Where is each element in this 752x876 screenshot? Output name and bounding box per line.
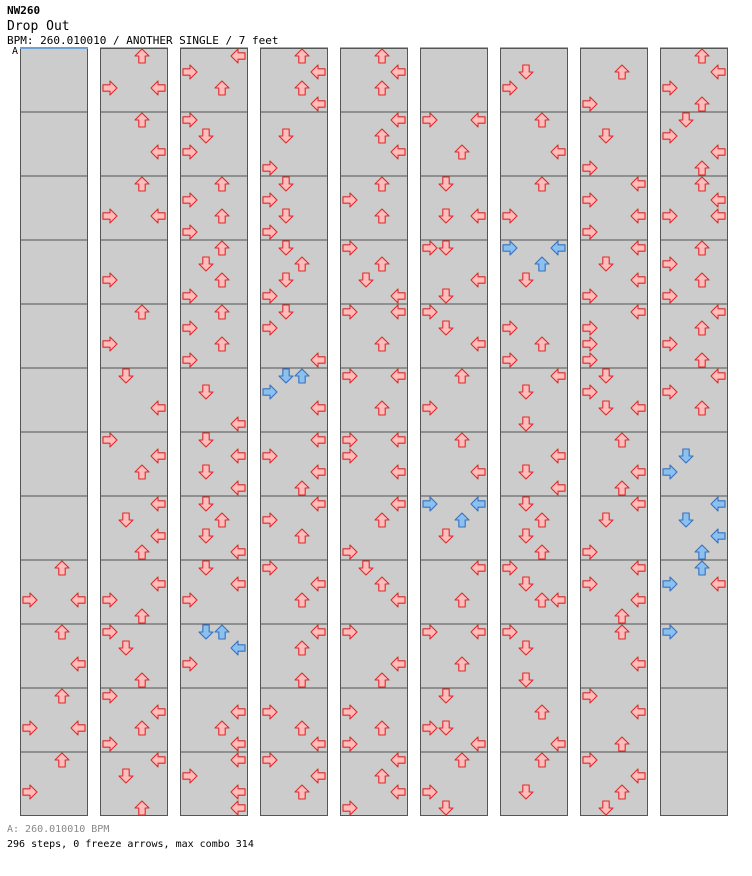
beat-stripe — [420, 64, 488, 80]
beat-stripe — [580, 416, 648, 432]
beat-stripe — [580, 112, 648, 128]
beat-stripe — [500, 720, 568, 736]
beat-stripe — [100, 240, 168, 256]
step-statistics: 296 steps, 0 freeze arrows, max combo 314 — [7, 839, 254, 850]
beat-stripe — [180, 368, 248, 384]
beat-stripe — [20, 96, 88, 112]
beat-stripe — [420, 128, 488, 144]
beat-stripe — [660, 400, 728, 416]
beat-stripe — [340, 480, 408, 496]
beat-stripe — [180, 432, 248, 448]
beat-stripe — [20, 576, 88, 592]
beat-stripe — [180, 464, 248, 480]
beat-stripe — [20, 368, 88, 384]
beat-stripe — [20, 160, 88, 176]
beat-stripe — [20, 528, 88, 544]
beat-stripe — [660, 512, 728, 528]
beat-stripe — [420, 160, 488, 176]
beat-stripe — [580, 624, 648, 640]
beat-stripe — [420, 368, 488, 384]
beat-stripe — [100, 48, 168, 64]
beat-stripe — [20, 640, 88, 656]
beat-stripe — [500, 800, 568, 816]
beat-stripe — [340, 560, 408, 576]
chart-column — [660, 48, 728, 816]
beat-stripe — [20, 400, 88, 416]
beat-stripe — [340, 384, 408, 400]
beat-stripe — [580, 720, 648, 736]
beat-stripe — [100, 720, 168, 736]
beat-stripe — [660, 784, 728, 800]
beat-stripe — [660, 240, 728, 256]
beat-stripe — [580, 528, 648, 544]
beat-stripe — [500, 224, 568, 240]
beat-stripe — [580, 64, 648, 80]
beat-stripe — [100, 656, 168, 672]
beat-stripe — [420, 592, 488, 608]
beat-stripe — [260, 144, 328, 160]
beat-stripe — [20, 272, 88, 288]
beat-stripe — [100, 176, 168, 192]
beat-stripe — [660, 176, 728, 192]
beat-stripe — [500, 768, 568, 784]
beat-stripe — [100, 304, 168, 320]
beat-stripe — [420, 528, 488, 544]
beat-stripe — [500, 304, 568, 320]
beat-stripe — [340, 352, 408, 368]
beat-stripe — [500, 272, 568, 288]
beat-stripe — [340, 256, 408, 272]
beat-stripe — [180, 272, 248, 288]
beat-stripe — [660, 224, 728, 240]
beat-stripe — [100, 368, 168, 384]
beat-stripe — [660, 608, 728, 624]
beat-stripe — [100, 160, 168, 176]
beat-stripe — [660, 48, 728, 64]
beat-stripe — [500, 192, 568, 208]
beat-stripe — [580, 784, 648, 800]
beat-stripe — [180, 128, 248, 144]
beat-stripe — [340, 80, 408, 96]
beat-stripe — [340, 640, 408, 656]
beat-stripe — [580, 512, 648, 528]
beat-stripe — [580, 448, 648, 464]
beat-stripe — [20, 688, 88, 704]
beat-stripe — [420, 256, 488, 272]
beat-stripe — [20, 128, 88, 144]
beat-stripe — [20, 80, 88, 96]
beat-stripe — [20, 256, 88, 272]
beat-stripe — [500, 336, 568, 352]
beat-stripe — [20, 624, 88, 640]
beat-stripe — [20, 336, 88, 352]
beat-stripe — [260, 480, 328, 496]
beat-stripe — [100, 784, 168, 800]
beat-stripe — [260, 640, 328, 656]
beat-stripe — [500, 672, 568, 688]
beat-stripe — [340, 576, 408, 592]
beat-stripe — [20, 672, 88, 688]
beat-stripe — [340, 400, 408, 416]
beat-stripe — [180, 672, 248, 688]
beat-stripe — [660, 736, 728, 752]
beat-stripe — [20, 432, 88, 448]
chart-column — [500, 48, 568, 816]
beat-stripe — [180, 624, 248, 640]
beat-stripe — [340, 672, 408, 688]
beat-stripe — [660, 96, 728, 112]
beat-stripe — [420, 320, 488, 336]
beat-stripe — [20, 464, 88, 480]
beat-stripe — [500, 416, 568, 432]
beat-stripe — [500, 432, 568, 448]
beat-stripe — [500, 512, 568, 528]
beat-stripe — [660, 656, 728, 672]
beat-stripe — [420, 608, 488, 624]
beat-stripe — [100, 384, 168, 400]
beat-stripe — [100, 352, 168, 368]
beat-stripe — [660, 720, 728, 736]
beat-stripe — [660, 800, 728, 816]
beat-stripe — [20, 496, 88, 512]
beat-stripe — [100, 112, 168, 128]
beat-stripe — [20, 176, 88, 192]
beat-stripe — [260, 128, 328, 144]
beat-stripe — [420, 688, 488, 704]
beat-stripe — [660, 704, 728, 720]
beat-stripe — [20, 352, 88, 368]
beat-stripe — [260, 720, 328, 736]
beat-stripe — [180, 688, 248, 704]
beat-stripe — [660, 320, 728, 336]
beat-stripe — [260, 800, 328, 816]
beat-stripe — [20, 704, 88, 720]
beat-stripe — [100, 560, 168, 576]
beat-stripe — [260, 304, 328, 320]
beat-stripe — [500, 400, 568, 416]
beat-stripe — [20, 48, 88, 64]
beat-stripe — [420, 704, 488, 720]
beat-stripe — [420, 800, 488, 816]
beat-stripe — [660, 768, 728, 784]
beat-stripe — [340, 224, 408, 240]
beat-stripe — [500, 640, 568, 656]
beat-stripe — [20, 608, 88, 624]
beat-stripe — [180, 80, 248, 96]
beat-stripe — [20, 320, 88, 336]
beat-stripe — [580, 48, 648, 64]
chart-column — [180, 48, 248, 816]
beat-stripe — [260, 240, 328, 256]
beat-stripe — [500, 688, 568, 704]
beat-stripe — [100, 416, 168, 432]
beat-stripe — [500, 576, 568, 592]
beat-stripe — [660, 480, 728, 496]
beat-stripe — [100, 512, 168, 528]
beat-stripe — [100, 64, 168, 80]
beat-stripe — [500, 752, 568, 768]
beat-stripe — [340, 320, 408, 336]
beat-stripe — [180, 608, 248, 624]
beat-stripe — [660, 352, 728, 368]
beat-stripe — [20, 752, 88, 768]
beat-stripe — [660, 640, 728, 656]
beat-stripe — [340, 96, 408, 112]
beat-stripe — [340, 528, 408, 544]
beat-stripe — [420, 416, 488, 432]
beat-stripe — [100, 464, 168, 480]
beat-stripe — [420, 192, 488, 208]
beat-stripe — [420, 48, 488, 64]
beat-stripe — [260, 48, 328, 64]
beat-stripe — [580, 256, 648, 272]
beat-stripe — [20, 288, 88, 304]
beat-stripe — [100, 640, 168, 656]
beat-stripe — [420, 144, 488, 160]
beat-stripe — [260, 272, 328, 288]
beat-stripe — [180, 96, 248, 112]
beat-stripe — [500, 528, 568, 544]
beat-stripe — [580, 736, 648, 752]
beat-stripe — [260, 784, 328, 800]
beat-stripe — [180, 384, 248, 400]
beat-stripe — [100, 288, 168, 304]
beat-stripe — [100, 768, 168, 784]
beat-stripe — [500, 544, 568, 560]
beat-stripe — [340, 160, 408, 176]
beat-stripe — [260, 688, 328, 704]
beat-stripe — [20, 240, 88, 256]
beat-stripe — [660, 560, 728, 576]
beat-stripe — [420, 176, 488, 192]
beat-stripe — [420, 288, 488, 304]
beat-stripe — [580, 640, 648, 656]
beat-stripe — [180, 512, 248, 528]
beat-stripe — [180, 400, 248, 416]
beat-stripe — [20, 224, 88, 240]
beat-stripe — [500, 176, 568, 192]
beat-stripe — [420, 96, 488, 112]
beat-stripe — [500, 48, 568, 64]
chart-column — [340, 48, 408, 816]
beat-stripe — [180, 304, 248, 320]
beat-stripe — [20, 736, 88, 752]
beat-stripe — [260, 544, 328, 560]
beat-stripe — [580, 144, 648, 160]
beat-stripe — [500, 160, 568, 176]
beat-stripe — [100, 480, 168, 496]
beat-stripe — [100, 256, 168, 272]
beat-stripe — [340, 128, 408, 144]
beat-stripe — [660, 272, 728, 288]
beat-stripe — [420, 352, 488, 368]
beat-stripe — [260, 608, 328, 624]
beat-stripe — [260, 368, 328, 384]
beat-stripe — [20, 416, 88, 432]
beat-stripe — [420, 384, 488, 400]
beat-stripe — [420, 512, 488, 528]
beat-stripe — [20, 560, 88, 576]
beat-stripe — [500, 608, 568, 624]
beat-stripe — [260, 80, 328, 96]
beat-stripe — [260, 336, 328, 352]
beat-stripe — [420, 544, 488, 560]
beat-stripe — [260, 672, 328, 688]
beat-stripe — [260, 592, 328, 608]
beat-stripe — [340, 336, 408, 352]
bpm-summary: A: 260.010010 BPM — [7, 824, 110, 835]
beat-stripe — [340, 272, 408, 288]
beat-stripe — [100, 800, 168, 816]
section-marker-label: A — [12, 46, 19, 57]
beat-stripe — [180, 496, 248, 512]
chart-info: BPM: 260.010010 / ANOTHER SINGLE / 7 feet — [7, 34, 279, 47]
beat-stripe — [340, 608, 408, 624]
beat-stripe — [340, 176, 408, 192]
beat-stripe — [100, 128, 168, 144]
beat-stripe — [580, 128, 648, 144]
beat-stripe — [660, 448, 728, 464]
beat-stripe — [500, 64, 568, 80]
beat-stripe — [340, 48, 408, 64]
beat-stripe — [500, 256, 568, 272]
beat-stripe — [100, 224, 168, 240]
beat-stripe — [260, 112, 328, 128]
beat-stripe — [20, 800, 88, 816]
beat-stripe — [260, 416, 328, 432]
beat-stripe — [420, 448, 488, 464]
beat-stripe — [420, 480, 488, 496]
beat-stripe — [660, 160, 728, 176]
beat-stripe — [660, 112, 728, 128]
beat-stripe — [500, 96, 568, 112]
beat-stripe — [580, 432, 648, 448]
beat-stripe — [500, 112, 568, 128]
beat-stripe — [180, 240, 248, 256]
beat-stripe — [100, 544, 168, 560]
beat-stripe — [20, 512, 88, 528]
beat-stripe — [340, 416, 408, 432]
song-title: Drop Out — [7, 19, 70, 34]
beat-stripe — [20, 208, 88, 224]
beat-stripe — [500, 288, 568, 304]
beat-stripe — [20, 384, 88, 400]
beat-stripe — [340, 688, 408, 704]
beat-stripe — [500, 464, 568, 480]
beat-stripe — [100, 192, 168, 208]
beat-stripe — [260, 656, 328, 672]
beat-stripe — [20, 768, 88, 784]
beat-stripe — [660, 672, 728, 688]
beat-stripe — [180, 160, 248, 176]
beat-stripe — [340, 720, 408, 736]
beat-stripe — [340, 512, 408, 528]
song-id: NW260 — [7, 4, 41, 17]
beat-stripe — [660, 544, 728, 560]
beat-stripe — [500, 496, 568, 512]
beat-stripe — [260, 208, 328, 224]
beat-stripe — [20, 544, 88, 560]
beat-stripe — [420, 576, 488, 592]
beat-stripe — [20, 448, 88, 464]
beat-stripe — [660, 432, 728, 448]
beat-stripe — [260, 256, 328, 272]
beat-stripe — [260, 176, 328, 192]
beat-stripe — [100, 96, 168, 112]
beat-stripe — [580, 672, 648, 688]
beat-stripe — [500, 784, 568, 800]
chart-column — [420, 48, 488, 816]
beat-stripe — [500, 704, 568, 720]
beat-stripe — [660, 688, 728, 704]
beat-stripe — [580, 608, 648, 624]
beat-stripe — [180, 528, 248, 544]
chart-column — [20, 48, 88, 816]
beat-stripe — [180, 256, 248, 272]
beat-stripe — [100, 320, 168, 336]
beat-stripe — [180, 560, 248, 576]
beat-stripe — [100, 672, 168, 688]
beat-stripe — [660, 752, 728, 768]
beat-stripe — [420, 80, 488, 96]
beat-stripe — [420, 224, 488, 240]
beat-stripe — [420, 672, 488, 688]
beat-stripe — [580, 480, 648, 496]
beat-stripe — [260, 528, 328, 544]
beat-stripe — [20, 144, 88, 160]
beat-stripe — [500, 128, 568, 144]
beat-stripe — [100, 608, 168, 624]
beat-stripe — [580, 368, 648, 384]
beat-stripe — [340, 208, 408, 224]
beat-stripe — [580, 800, 648, 816]
beat-stripe — [180, 208, 248, 224]
beat-stripe — [20, 304, 88, 320]
beat-stripe — [660, 416, 728, 432]
beat-stripe — [580, 80, 648, 96]
beat-stripe — [420, 656, 488, 672]
beat-stripe — [180, 336, 248, 352]
beat-stripe — [180, 176, 248, 192]
beat-stripe — [180, 720, 248, 736]
beat-stripe — [340, 768, 408, 784]
beat-stripe — [420, 768, 488, 784]
beat-stripe — [500, 656, 568, 672]
beat-stripe — [420, 432, 488, 448]
beat-stripe — [660, 592, 728, 608]
beat-stripe — [20, 480, 88, 496]
beat-stripe — [20, 64, 88, 80]
beat-stripe — [20, 112, 88, 128]
beat-stripe — [420, 640, 488, 656]
beat-stripe — [420, 752, 488, 768]
beat-stripe — [500, 384, 568, 400]
beat-stripe — [20, 192, 88, 208]
